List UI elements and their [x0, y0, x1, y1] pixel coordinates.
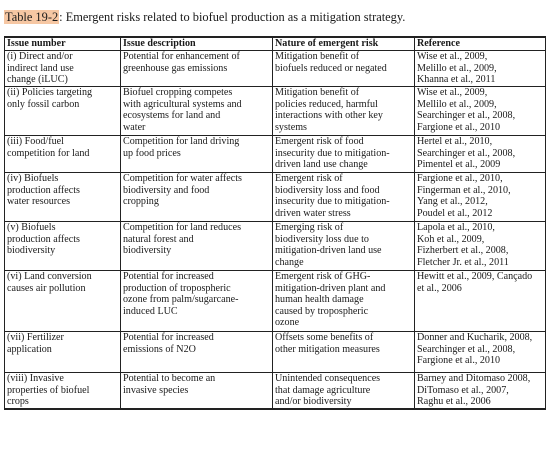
nature-of-risk-cell: Emergent risk of biodiversity loss and food insecurity due to mitigation- driven water stress [273, 173, 415, 222]
table-caption [4, 9, 405, 26]
nature-of-risk-cell: Emergent risk of food insecurity due to mitigation- driven land use change [273, 136, 415, 173]
table-row [5, 373, 546, 409]
issue-description-cell: Biofuel cropping competes with agricultural systems and ecosystems for land and water [121, 87, 273, 136]
table-row [5, 271, 546, 332]
issue-number-cell: (iv) Biofuels production affects water resources [5, 173, 121, 222]
nature-of-risk-cell: Mitigation benefit of biofuels reduced or negated [273, 51, 415, 87]
nature-of-risk-cell: Emerging risk of biodiversity loss due to mitigation-driven land use change [273, 222, 415, 271]
table-caption-text: : Emergent risks related to biofuel production as a mitigation strategy. [59, 10, 406, 24]
issue-description-cell: Competition for water affects biodiversity and food cropping [121, 173, 273, 222]
emergent-risks-table [4, 36, 546, 410]
header-issue-number: Issue number [5, 37, 121, 51]
nature-of-risk-cell: Mitigation benefit of policies reduced, harmful interactions with other key systems [273, 87, 415, 136]
issue-description-cell: Potential for enhancement of greenhouse gas emissions [121, 51, 273, 87]
issue-number-cell: (vii) Fertilizer application [5, 332, 121, 373]
nature-of-risk-cell: Emergent risk of GHG- mitigation-driven plant and human health damage caused by tropospheric ozone [273, 271, 415, 332]
table-row [5, 87, 546, 136]
reference-cell: Wise et al., 2009, Mellilo et al., 2009, Searchinger et al., 2008, Fargione et al., 2010 [415, 87, 546, 136]
table-row [5, 332, 546, 373]
header-issue-description: Issue description [121, 37, 273, 51]
reference-cell: Hewitt et al., 2009, Cançado et al., 2006 [415, 271, 546, 332]
table-label: Table 19-2 [5, 10, 59, 24]
header-reference: Reference [415, 37, 546, 51]
header-nature-of-risk: Nature of emergent risk [273, 37, 415, 51]
table-row [5, 222, 546, 271]
issue-number-cell: (i) Direct and/or indirect land use change (iLUC) [5, 51, 121, 87]
reference-cell: Lapola et al., 2010, Koh et al., 2009, Fizherbert et al., 2008, Fletcher Jr. et al., 2011 [415, 222, 546, 271]
table-row [5, 51, 546, 87]
issue-description-cell: Potential for increased production of tropospheric ozone from palm/sugarcane- induced LUC [121, 271, 273, 332]
issue-description-cell: Competition for land driving up food prices [121, 136, 273, 173]
issue-number-cell: (vi) Land conversion causes air pollution [5, 271, 121, 332]
issue-description-cell: Competition for land reduces natural forest and biodiversity [121, 222, 273, 271]
reference-cell: Barney and Ditomaso 2008, DiTomaso et al., 2007, Raghu et al., 2006 [415, 373, 546, 409]
issue-number-cell: (iii) Food/fuel competition for land [5, 136, 121, 173]
nature-of-risk-cell: Offsets some benefits of other mitigation measures [273, 332, 415, 373]
issue-description-cell: Potential to become an invasive species [121, 373, 273, 409]
issue-number-cell: (ii) Policies targeting only fossil carbon [5, 87, 121, 136]
nature-of-risk-cell: Unintended consequences that damage agriculture and/or biodiversity [273, 373, 415, 409]
reference-cell: Hertel et al., 2010, Searchinger et al., 2008, Pimentel et al., 2009 [415, 136, 546, 173]
reference-cell: Fargione et al., 2010, Fingerman et al., 2010, Yang et al., 2012, Poudel et al., 2012 [415, 173, 546, 222]
issue-number-cell: (v) Biofuels production affects biodiversity [5, 222, 121, 271]
issue-number-cell: (viii) Invasive properties of biofuel crops [5, 373, 121, 409]
table-row [5, 173, 546, 222]
table-header-row [5, 37, 546, 51]
reference-cell: Wise et al., 2009, Melillo et al., 2009, Khanna et al., 2011 [415, 51, 546, 87]
reference-cell: Donner and Kucharik, 2008, Searchinger et al., 2008, Fargione et al., 2010 [415, 332, 546, 373]
issue-description-cell: Potential for increased emissions of N2O [121, 332, 273, 373]
table-row [5, 136, 546, 173]
